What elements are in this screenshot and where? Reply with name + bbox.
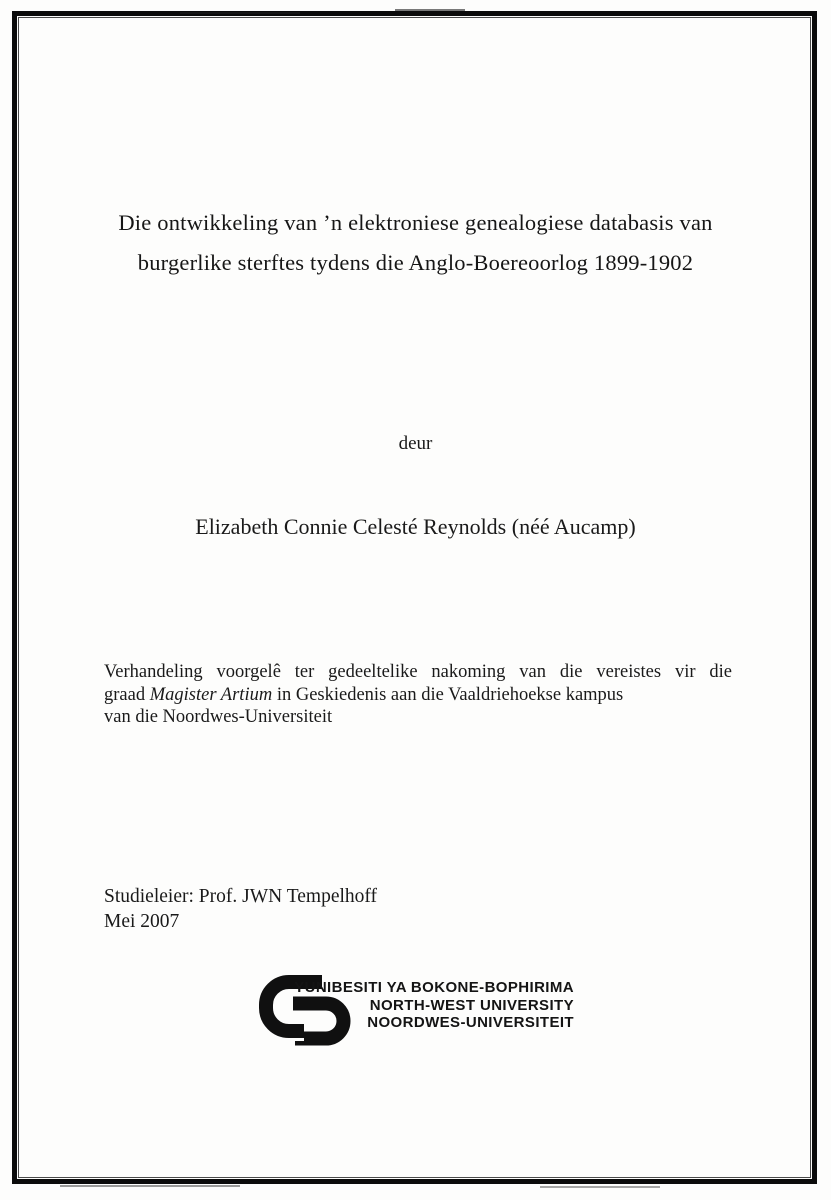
author-name: Elizabeth Connie Celesté Reynolds (néé Aucamp) <box>195 514 636 539</box>
thesis-title-line-2: burgerlike sterftes tydens die Anglo-Boereoorlog 1899-1902 <box>137 250 694 275</box>
nwu-name-english: NORTH-WEST UNIVERSITY <box>369 996 574 1014</box>
supervisor-block <box>104 884 377 934</box>
nwu-name-afrikaans: NOORDWES-UNIVERSITEIT <box>367 1014 574 1031</box>
degree-statement-line-2-suffix: in Geskiedenis aan die Vaaldriehoekse kampus <box>272 684 624 705</box>
degree-statement-line-1: Verhandeling voorgelê ter gedeeltelike nakoming van die vereistes vir die <box>104 662 732 682</box>
degree-statement-line-2-prefix: graad <box>104 684 150 705</box>
degree-statement-line-2 <box>104 684 732 707</box>
scan-artifact <box>180 12 300 14</box>
scan-artifact <box>60 1185 240 1187</box>
supervisor-line: Studieleier: Prof. JWN Tempelhoff <box>104 886 378 907</box>
scan-artifact <box>540 1186 660 1188</box>
degree-statement-line-3: van die Noordwes-Universiteit <box>104 707 333 727</box>
nwu-name-setswana: YUNIBESITI YA BOKONE-BOPHIRIMA <box>294 979 574 996</box>
thesis-title-line-1: Die ontwikkeling van ’n elektroniese genealogiese databasis van <box>118 210 713 235</box>
degree-statement <box>104 661 732 729</box>
thesis-title <box>40 203 791 283</box>
date-line: Mei 2007 <box>104 911 180 932</box>
byline: deur <box>398 433 433 454</box>
degree-name-italic: Magister Artium <box>149 684 273 705</box>
scan-artifact <box>395 9 465 11</box>
nwu-logo-wordmark <box>294 979 574 1032</box>
